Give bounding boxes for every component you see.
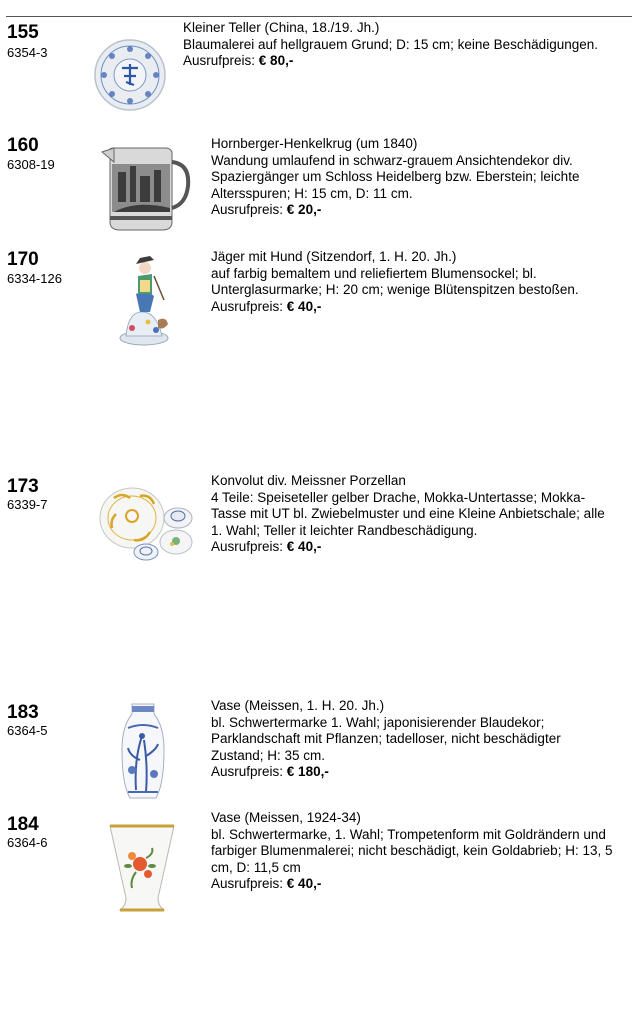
price-value: € 20,- — [286, 202, 322, 217]
lot-detail-line: Blaumalerei auf hellgrauem Grund; D: 15 cm; keine Beschädigungen. — [183, 36, 598, 52]
lot-detail-line: farbiger Blumenmalerei; nicht beschädigt, kein Goldabrieb; H: 13, 5 — [211, 843, 613, 858]
lot-price — [183, 53, 598, 70]
price-label: Ausrufpreis: — [211, 876, 284, 891]
inventory-number: 6364-5 — [7, 723, 48, 738]
price-value: € 40,- — [286, 298, 322, 314]
lot-number: 183 — [7, 702, 39, 723]
meissen-set-image — [96, 484, 196, 564]
lot-description — [211, 810, 612, 893]
lot-price — [211, 202, 579, 219]
lot-title: Vase (Meissen, 1924-34) — [211, 810, 361, 825]
lot-title: Jäger mit Hund (Sitzendorf, 1. H. 20. Jh.) — [211, 249, 457, 264]
lot-description — [211, 473, 605, 556]
lot-detail-line: Spaziergänger um Schloss Heidelberg bzw. Eberstein; leichte — [211, 169, 580, 184]
lot-detail-line: Altersspuren; H: 15 cm, D: 11 cm. — [211, 185, 413, 201]
lot-price — [211, 876, 612, 893]
lot-detail-line: Wandung umlaufend in schwarz-grauem Ansichtendekor div. — [211, 152, 573, 168]
price-value: € 80,- — [258, 53, 294, 68]
inventory-number: 6339-7 — [7, 497, 48, 512]
lot-price — [211, 539, 605, 556]
lot-title: Kleiner Teller (China, 18./19. Jh.) — [183, 20, 380, 35]
blue-white-plate-image — [93, 38, 167, 112]
lot-detail-line: cm, D: 11,5 cm — [211, 859, 301, 875]
trumpet-vase-image — [106, 822, 178, 918]
lot-price — [211, 764, 561, 781]
lot-number: 160 — [7, 135, 39, 156]
lot-detail-line: auf farbig bemaltem und reliefiertem Blumensockel; bl. — [211, 265, 537, 281]
lot-description — [211, 249, 579, 315]
transferware-jug-image — [96, 142, 192, 234]
inventory-number: 6354-3 — [7, 45, 48, 60]
inventory-number: 6334-126 — [7, 271, 62, 286]
lot-detail-line: bl. Schwertermarke 1. Wahl; japonisierender Blaudekor; — [211, 714, 545, 730]
price-value: € 40,- — [286, 876, 322, 891]
lot-title: Vase (Meissen, 1. H. 20. Jh.) — [211, 698, 385, 713]
lot-number: 155 — [7, 22, 39, 43]
lot-detail-line: Parklandschaft mit Pflanzen; tadelloser, nicht beschädigter — [211, 731, 561, 746]
blue-vase-image — [118, 700, 168, 804]
lot-number: 170 — [7, 249, 39, 270]
price-value: € 40,- — [286, 539, 322, 554]
inventory-number: 6308-19 — [7, 157, 55, 172]
hunter-figurine-image — [118, 250, 174, 348]
lot-detail-line: Tasse mit UT bl. Zwiebelmuster und eine Kleine Anbietschale; alle — [211, 506, 605, 521]
lot-price — [211, 299, 579, 316]
top-rule — [6, 16, 632, 17]
price-label: Ausrufpreis: — [211, 539, 284, 554]
lot-detail-line: 1. Wahl; Teller it leichter Randbeschädigung. — [211, 522, 478, 538]
price-label: Ausrufpreis: — [211, 298, 284, 314]
lot-number: 173 — [7, 476, 39, 497]
lot-description — [211, 136, 579, 219]
price-value: € 180,- — [286, 764, 329, 779]
lot-detail-line: bl. Schwertermarke, 1. Wahl; Trompetenform mit Goldrändern und — [211, 826, 606, 842]
lot-detail-line: Unterglasurmarke; H: 20 cm; wenige Blütenspitzen bestoßen. — [211, 282, 579, 297]
lot-title: Hornberger-Henkelkrug (um 1840) — [211, 136, 418, 151]
price-label: Ausrufpreis: — [211, 202, 284, 217]
lot-detail-line: Zustand; H: 35 cm. — [211, 747, 326, 763]
lot-description — [211, 698, 561, 781]
price-label: Ausrufpreis: — [211, 764, 284, 779]
price-label: Ausrufpreis: — [183, 53, 256, 68]
inventory-number: 6364-6 — [7, 835, 48, 850]
lot-detail-line: 4 Teile: Speiseteller gelber Drache, Mokka-Untertasse; Mokka- — [211, 489, 586, 505]
lot-description — [183, 20, 598, 70]
lot-title: Konvolut div. Meissner Porzellan — [211, 473, 406, 488]
lot-number: 184 — [7, 814, 39, 835]
